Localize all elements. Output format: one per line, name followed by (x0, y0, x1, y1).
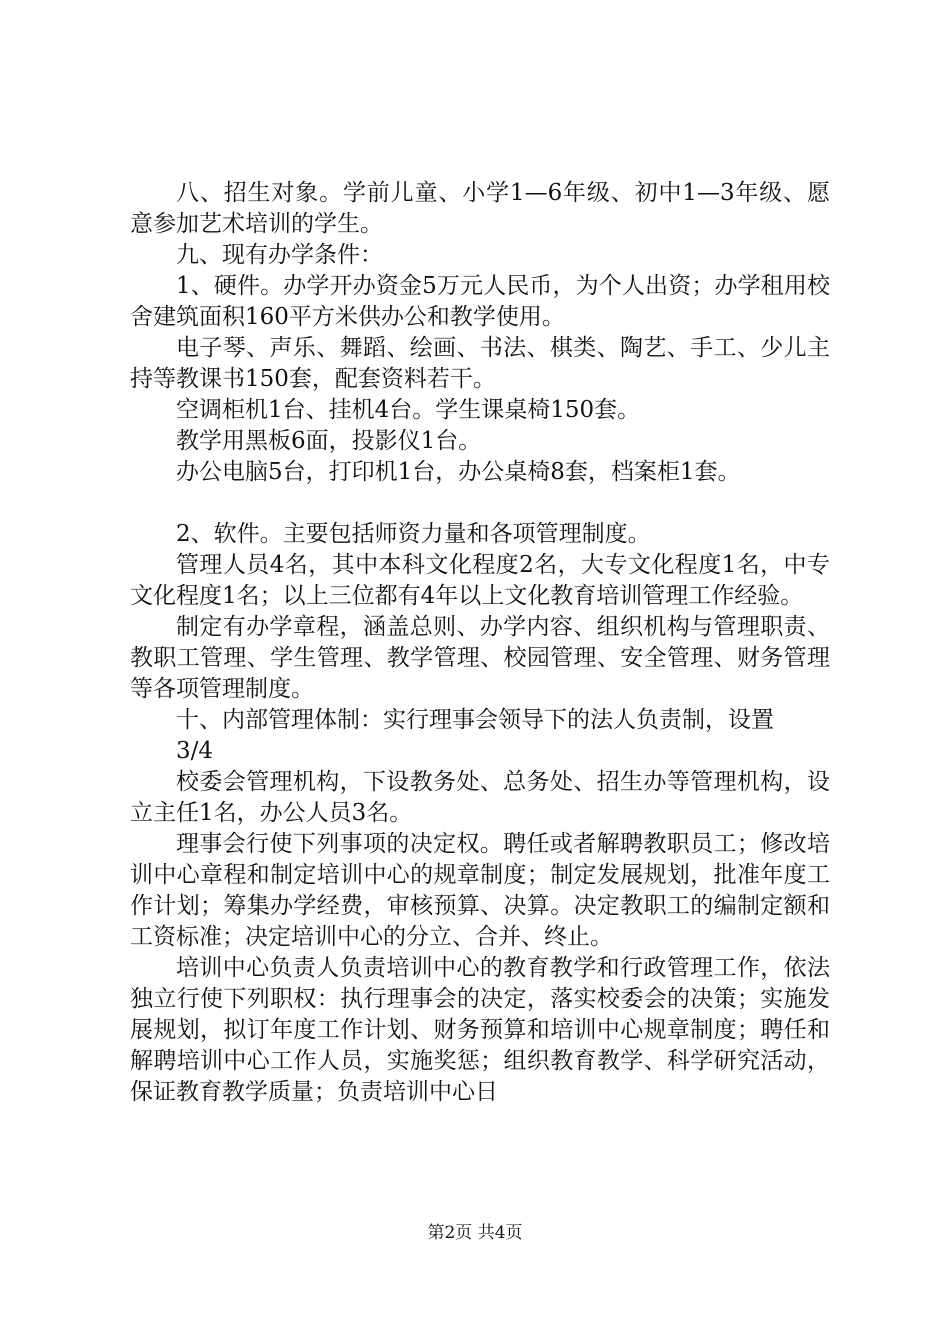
paragraph-blackboards: 教学用黑板6面，投影仪1台。 (176, 428, 482, 454)
paragraph-textbooks: 电子琴、声乐、舞蹈、绘画、书法、棋类、陶艺、手工、少儿主持等教课书150套，配套资料若干。 (130, 335, 830, 392)
paragraph-enrollment-target: 八、招生对象。学前儿童、小学1—6年级、初中1—3年级、愿意参加艺术培训的学生。 (130, 180, 830, 237)
paragraph-software: 2、软件。主要包括师资力量和各项管理制度。 (176, 521, 651, 547)
heading-conditions: 九、现有办学条件： (176, 242, 383, 268)
paragraph-regulations: 制定有办学章程，涵盖总则、办学内容、组织机构与管理职责、教职工管理、学生管理、教学管理、校园管理、安全管理、财务管理等各项管理制度。 (130, 614, 830, 702)
document-body (130, 178, 830, 1108)
paragraph-school-committee: 校委会管理机构，下设教务处、总务处、招生办等管理机构，设立主任1名，办公人员3名。 (130, 769, 830, 826)
paragraph-director-duties: 培训中心负责人负责培训中心的教育教学和行政管理工作，依法独立行使下列职权：执行理事会的决定，落实校委会的决策；实施发展规划，拟订年度工作计划、财务预算和培训中心规章制度；聘任和解聘培训中心工作人员，实施奖惩；组织教育教学、科学研究活动，保证教育教学质量；负责培训中心日 (130, 955, 830, 1105)
paragraph-council-powers: 理事会行使下列事项的决定权。聘任或者解聘教职员工；修改培训中心章程和制定培训中心的规章制度；制定发展规划，批准年度工作计划；筹集办学经费，审核预算、决算。决定教职工的编制定额和工资标准；决定培训中心的分立、合并、终止。 (130, 831, 830, 950)
paragraph-air-conditioners: 空调柜机1台、挂机4台。学生课桌椅150套。 (176, 397, 641, 423)
page-number-label: 第2页 共4页 (427, 1223, 523, 1243)
paragraph-office-equipment: 办公电脑5台，打印机1台，办公桌椅8套，档案柜1套。 (176, 459, 741, 485)
paragraph-staff: 管理人员4名，其中本科文化程度2名，大专文化程度1名，中专文化程度1名；以上三位都有4年以上文化教育培训管理工作经验。 (130, 552, 830, 609)
heading-internal-management: 十、内部管理体制：实行理事会领导下的法人负责制，设置 (176, 707, 774, 733)
inline-page-marker: 3/4 (176, 738, 214, 764)
page-footer (0, 1218, 950, 1243)
paragraph-hardware: 1、硬件。办学开办资金5万元人民币，为个人出资；办学租用校舍建筑面积160平方米供办公和教学使用。 (130, 273, 830, 330)
